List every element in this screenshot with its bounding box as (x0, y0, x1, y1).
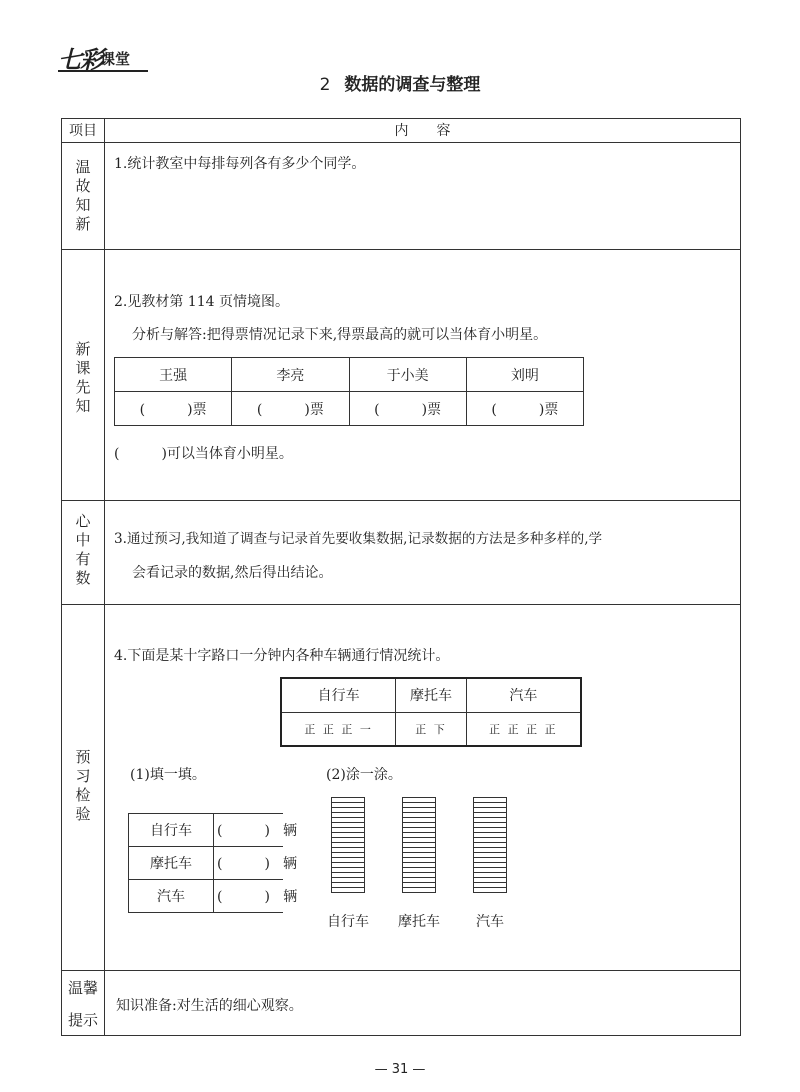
sub-question-color: (2)涂一涂。 (326, 767, 402, 783)
question-3-line-1: 3.通过预习,我知道了调查与记录首先要收集数据,记录数据的方法是多种多样的,学 (114, 531, 603, 547)
label-preview-check-text: 预习检验 (75, 748, 91, 823)
tally-header: 摩托车 (396, 678, 466, 712)
vote-blank[interactable]: ( )票 (466, 392, 583, 426)
bar-bicycle[interactable] (331, 797, 365, 893)
label-review (62, 158, 104, 234)
vote-blank[interactable]: ( )票 (115, 392, 232, 426)
unit-label: 辆 (283, 889, 298, 905)
tally-header: 自行车 (281, 678, 396, 712)
brand-logo (58, 40, 148, 72)
label-new-lesson-text: 新课先知 (75, 340, 91, 415)
label-understanding-text: 心中有数 (75, 512, 91, 587)
unit-label: 辆 (283, 856, 297, 872)
vehicle-name: 汽车 (129, 880, 214, 913)
candidate-name: 王强 (115, 358, 232, 392)
column-divider (104, 118, 105, 1036)
row-divider (61, 970, 741, 971)
title-text: 数据的调查与整理 (344, 75, 481, 95)
vehicle-name: 摩托车 (129, 847, 214, 880)
vote-blank[interactable]: ( )票 (232, 392, 349, 426)
label-tips (62, 977, 104, 1031)
header-divider (61, 142, 741, 143)
question-1: 1.统计教室中每排每列各有多少个同学。 (114, 156, 366, 172)
question-2: 2.见教材第 114 页情境图。 (114, 294, 289, 310)
label-tips-line-1: 温馨 (67, 979, 98, 997)
vehicle-count-blank[interactable]: ( ) (214, 847, 284, 880)
bar-motorcycle[interactable] (402, 797, 436, 893)
vote-blank[interactable]: ( )票 (349, 392, 466, 426)
label-preview-check (62, 748, 104, 824)
bar-label: 汽车 (476, 914, 504, 930)
fill-table (128, 813, 298, 913)
tally-marks: 正 正 正 正 (466, 712, 581, 746)
unit-label: 辆 (283, 823, 297, 839)
label-review-text: 温故知新 (75, 158, 91, 233)
vote-table (114, 357, 584, 426)
vehicle-name: 自行车 (129, 814, 214, 847)
tally-header: 汽车 (466, 678, 581, 712)
vehicle-count-blank[interactable]: ( ) (214, 814, 284, 847)
row-divider (61, 604, 741, 605)
page-number: — 31 — (374, 1062, 426, 1077)
tally-marks: 正 下 (396, 712, 466, 746)
brand-name: 课堂 (100, 50, 131, 68)
candidate-name: 李亮 (232, 358, 349, 392)
bar-label: 摩托车 (398, 914, 440, 930)
bar-label: 自行车 (327, 914, 369, 930)
question-4: 4.下面是某十字路口一分钟内各种车辆通行情况统计。 (114, 648, 450, 664)
row-divider (61, 500, 741, 501)
tally-table (280, 677, 582, 747)
row-divider (61, 249, 741, 250)
tally-marks: 正 正 正 一 (281, 712, 396, 746)
title-number: 2 (319, 75, 331, 95)
header-content: 内 容 (394, 123, 451, 139)
vehicle-count-blank[interactable]: ( ) (214, 880, 284, 913)
bar-car[interactable] (473, 797, 507, 893)
label-tips-line-2: 提示 (67, 1011, 98, 1029)
header-project: 项目 (69, 123, 97, 139)
analysis-text: 分析与解答:把得票情况记录下来,得票最高的就可以当体育小明星。 (132, 327, 548, 343)
candidate-name: 于小美 (349, 358, 466, 392)
label-understanding (62, 512, 104, 588)
label-new-lesson (62, 340, 104, 416)
sub-question-fill: (1)填一填。 (130, 767, 206, 783)
candidate-name: 刘明 (466, 358, 583, 392)
question-3-line-2: 会看记录的数据,然后得出结论。 (132, 565, 333, 581)
page-title (0, 70, 800, 95)
tips-text: 知识准备:对生活的细心观察。 (116, 998, 303, 1014)
conclusion-blank[interactable]: ( )可以当体育小明星。 (114, 446, 293, 462)
brand-mark: 七彩 (58, 45, 102, 74)
